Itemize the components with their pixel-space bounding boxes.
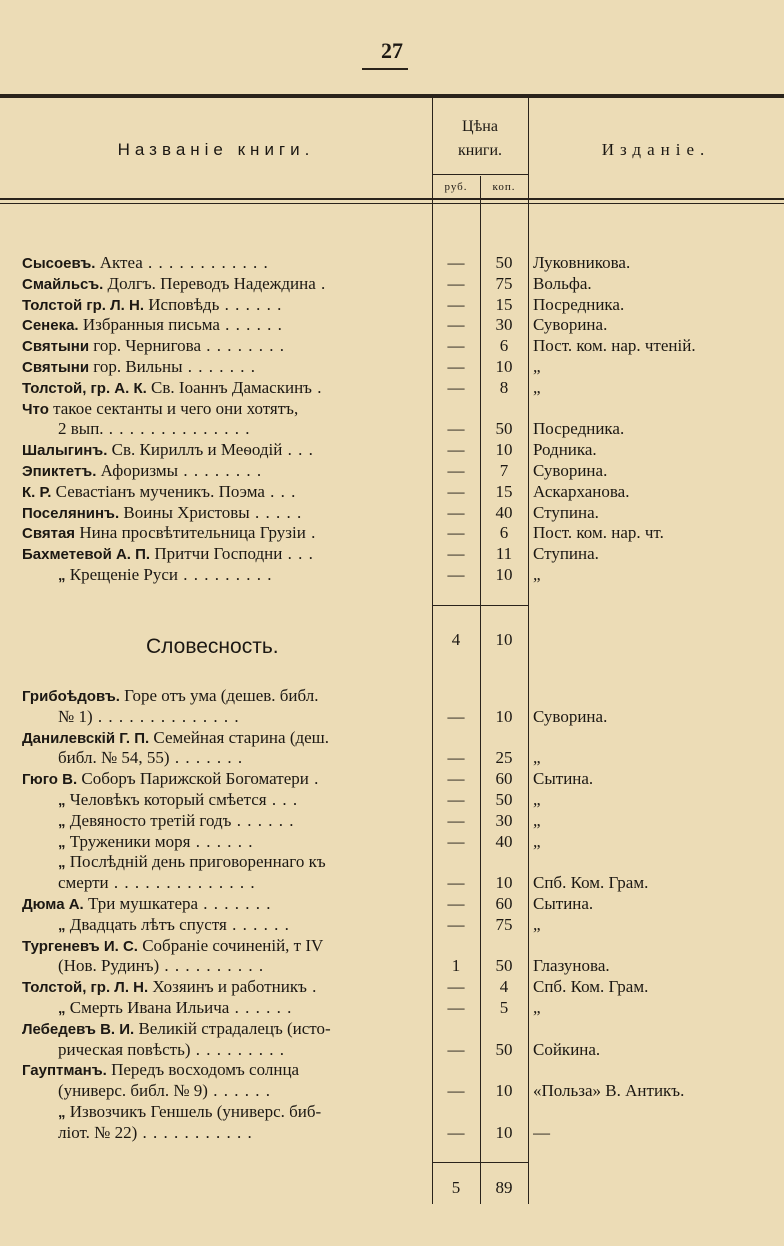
book-author: Лебедевъ В. И.	[22, 1020, 135, 1038]
book-author: Святая	[22, 525, 76, 543]
price-kop: 7	[499, 461, 509, 480]
price-rub: —	[447, 523, 465, 543]
book-name: Соборъ Парижской Богоматери	[77, 769, 309, 789]
publisher: Луковникова.	[533, 253, 631, 272]
leader-dots: . . . . . .	[226, 914, 290, 934]
book-author: „	[58, 854, 66, 872]
book-author: Поселянинъ.	[22, 504, 120, 522]
book-name: Человѣкъ который смѣется	[65, 790, 267, 809]
leader-dots: . . . . . . . . . . . . . .	[103, 419, 251, 439]
price-kop: 10	[495, 1122, 513, 1142]
leader-dots: .	[311, 377, 323, 397]
header-bottom-rule-thin	[0, 203, 784, 204]
book-name: Долгъ. Переводъ Надеждина	[103, 273, 316, 293]
table-row	[0, 440, 784, 461]
publisher: Посредника.	[533, 294, 625, 314]
leader-dots: . . . . . . . . . . . .	[142, 253, 269, 272]
column-header-price-sub: книги.	[457, 142, 503, 159]
leader-dots: . . . . . . . .	[178, 461, 263, 480]
book-author: Святыни	[22, 338, 90, 356]
book-title	[58, 915, 422, 935]
book-author: Гауптманъ.	[22, 1062, 107, 1080]
table-row	[0, 565, 784, 586]
book-title	[58, 565, 422, 585]
leader-dots: .	[305, 523, 317, 543]
publisher: Сойкина.	[533, 1039, 601, 1059]
book-title	[58, 873, 458, 893]
table-row	[0, 274, 784, 295]
price-rub: —	[447, 315, 465, 335]
table-row	[0, 336, 784, 357]
book-name: смерти	[58, 873, 109, 893]
book-title	[58, 956, 458, 976]
leader-dots: .	[308, 769, 320, 789]
book-name: Три мушкатера	[83, 894, 199, 913]
book-name: Девяносто третій годъ	[65, 810, 232, 830]
book-author: Данилевскій Г. П.	[22, 729, 150, 747]
book-author: Дюма А.	[22, 896, 84, 913]
book-name: (Нов. Рудинъ)	[58, 956, 160, 976]
book-title	[22, 1019, 422, 1039]
table-row	[0, 915, 784, 936]
table-row	[0, 399, 784, 420]
column-header-rub: руб.	[444, 181, 468, 193]
book-title	[22, 1060, 422, 1080]
book-title	[58, 1040, 458, 1060]
table-row	[0, 707, 784, 728]
price-rub: 1	[451, 956, 461, 976]
book-title	[22, 503, 422, 523]
table-row	[0, 482, 784, 503]
price-kop: 75	[495, 273, 513, 293]
book-title	[58, 1102, 422, 1122]
price-rub: —	[447, 1081, 465, 1101]
table-row	[0, 295, 784, 316]
book-title	[22, 253, 422, 273]
table-row	[0, 419, 784, 440]
book-title	[58, 790, 422, 810]
book-title	[58, 1123, 458, 1143]
book-name: № 1)	[58, 706, 93, 726]
price-kop: 5	[499, 998, 509, 1017]
book-name: Великій страдалецъ (исто-	[134, 1018, 331, 1038]
book-title	[58, 1081, 458, 1101]
leader-dots: . . . . . . .	[169, 748, 244, 768]
book-title	[58, 811, 422, 831]
book-author: Сысоевъ.	[22, 255, 96, 272]
book-title	[58, 852, 422, 872]
table-row	[0, 523, 784, 544]
book-name: Избранныя письма	[78, 315, 220, 335]
book-title	[22, 274, 422, 294]
book-name: Нина просвѣтительница Грузіи	[75, 523, 306, 543]
leader-dots: . . . . . . . . . . . . . .	[108, 873, 256, 893]
price-rub: —	[447, 977, 465, 997]
book-author: „	[58, 1000, 66, 1017]
price-kop: 8	[499, 377, 509, 397]
book-title	[22, 336, 422, 356]
publisher: „	[533, 565, 541, 584]
price-kop: 10	[495, 1081, 513, 1101]
book-name: (универс. библ. № 9)	[58, 1081, 208, 1101]
price-rub: —	[447, 253, 465, 272]
table-top-rule	[0, 94, 784, 98]
book-name: Воины Христовы	[119, 502, 250, 522]
publisher: Посредника.	[533, 419, 625, 439]
price-kop: 10	[495, 873, 513, 893]
column-header-title: Названіе книги.	[117, 140, 315, 159]
price-rub: —	[447, 831, 465, 851]
book-name: Семейная старина (деш.	[149, 727, 330, 747]
book-name: Севастіанъ мученикъ. Поэма	[51, 481, 265, 501]
book-name: Передъ восходомъ солнца	[106, 1060, 300, 1080]
book-name: Смерть Ивана Ильича	[65, 998, 230, 1017]
column-header-kop: коп.	[492, 181, 516, 193]
price-kop: 6	[499, 523, 509, 543]
book-name: гор. Вильны	[89, 357, 183, 376]
price-kop: 15	[495, 481, 513, 501]
leader-dots: . . . . . .	[219, 315, 283, 335]
leader-dots: . . . . . .	[229, 998, 293, 1017]
book-name: Исповѣдь	[144, 294, 220, 314]
publisher: Спб. Ком. Грам.	[533, 977, 649, 997]
book-author: Толстой, гр. Л. Н.	[22, 979, 149, 997]
book-author: Тургеневъ И. С.	[22, 937, 138, 955]
leader-dots: . . . . . . .	[182, 357, 257, 376]
book-title	[22, 461, 422, 481]
publisher: „	[533, 914, 541, 934]
table-row	[0, 1019, 784, 1040]
leader-dots: . . . . . . . .	[201, 336, 286, 356]
price-kop: 50	[495, 419, 513, 439]
price-kop: 25	[495, 748, 513, 768]
publisher: Ступина.	[533, 544, 599, 564]
book-name: Притчи Господни	[150, 544, 283, 564]
price-kop: 4	[499, 977, 509, 997]
table-row	[0, 852, 784, 873]
section-title: Словесность.	[146, 635, 279, 658]
publisher: Суворина.	[533, 315, 608, 335]
table-row	[0, 544, 784, 565]
book-title	[22, 728, 422, 748]
book-name: 2 вып.	[58, 419, 104, 439]
publisher: „	[533, 377, 541, 397]
book-title	[58, 707, 458, 727]
price-kop: 40	[495, 502, 513, 522]
table-row	[0, 790, 784, 811]
price-rub: —	[447, 273, 465, 293]
book-name: Афоризмы	[96, 461, 179, 480]
price-kop: 60	[495, 769, 513, 789]
book-title	[22, 686, 422, 706]
book-name: гор. Чернигова	[89, 336, 202, 356]
page-number: 27	[381, 38, 403, 63]
book-author: Грибоѣдовъ.	[22, 688, 120, 705]
price-kop: 50	[495, 253, 513, 272]
table-row	[0, 811, 784, 832]
book-name: Хозяинъ и работникъ	[148, 977, 307, 997]
price-rub: —	[447, 914, 465, 934]
price-rub: —	[447, 377, 465, 397]
publisher: Пост. ком. нар. чтеній.	[533, 336, 696, 356]
price-rub: —	[447, 810, 465, 830]
leader-dots: . . . . . . . . . . .	[137, 1122, 253, 1142]
book-title	[58, 419, 458, 439]
book-author: „	[58, 833, 66, 851]
publisher: „	[533, 831, 541, 851]
book-title	[22, 977, 422, 997]
column-header-publisher: Изданіе.	[601, 140, 711, 159]
price-rub: —	[447, 502, 465, 522]
price-rub: —	[447, 1039, 465, 1059]
leader-dots: . . .	[266, 790, 299, 809]
book-title	[22, 315, 422, 335]
leader-dots: . . .	[282, 440, 314, 460]
book-title	[58, 748, 458, 768]
table-row	[0, 748, 784, 769]
price-rub: —	[447, 748, 465, 768]
price-kop: 75	[495, 914, 513, 934]
table-row	[0, 1060, 784, 1081]
price-rub: —	[447, 461, 465, 480]
publisher: Суворина.	[533, 461, 608, 480]
price-kop: 30	[495, 315, 513, 335]
header-bottom-rule	[0, 198, 784, 200]
subtotal2-kop: 89	[495, 1178, 513, 1197]
book-name: Двадцать лѣтъ спустя	[65, 914, 227, 934]
book-author: „	[58, 567, 66, 584]
book-name: Собраніе сочиненій, т IV	[137, 935, 324, 955]
book-title	[22, 399, 422, 419]
price-rub: —	[447, 294, 465, 314]
table-row	[0, 894, 784, 915]
book-name: Послѣдній день приговореннаго къ	[65, 852, 326, 872]
book-author: Смайльсъ.	[22, 275, 104, 293]
book-name: рическая повѣсть)	[58, 1039, 191, 1059]
table-row	[0, 686, 784, 707]
book-author: Что	[22, 400, 49, 418]
publisher: Аскарханова.	[533, 481, 630, 501]
price-kop: 6	[499, 336, 509, 356]
table-row	[0, 769, 784, 790]
book-title	[58, 832, 422, 852]
price-rub: —	[447, 1122, 465, 1142]
subtotal1-rule	[432, 605, 528, 606]
publisher: —	[533, 1122, 550, 1142]
subtotal1-rub: 4	[451, 630, 461, 649]
table-row	[0, 998, 784, 1019]
leader-dots: . . . . . .	[219, 294, 283, 314]
book-author: Шалыгинъ.	[22, 442, 108, 460]
subtotal2-rub: 5	[451, 1178, 461, 1197]
table-row	[0, 378, 784, 399]
book-name: Св. Кириллъ и Меѳодій	[107, 440, 283, 460]
leader-dots: . . .	[282, 544, 314, 564]
book-title	[58, 998, 422, 1018]
price-rub: —	[447, 706, 465, 726]
table-row	[0, 461, 784, 482]
book-author: Толстой, гр. А. К.	[22, 379, 147, 397]
price-rub: —	[447, 481, 465, 501]
book-title	[22, 936, 422, 956]
book-name: такое сектанты и чего они хотятъ,	[48, 398, 299, 418]
book-name: Актеа	[95, 253, 143, 272]
price-kop: 15	[495, 294, 513, 314]
table-row	[0, 1040, 784, 1061]
book-author: Гюго В.	[22, 771, 78, 789]
book-title	[22, 440, 422, 460]
leader-dots: . . . . . . . . .	[177, 565, 273, 584]
table-row	[0, 1081, 784, 1102]
book-title	[22, 523, 422, 543]
table-row	[0, 253, 784, 274]
price-rub: —	[447, 565, 465, 584]
publisher: Сытина.	[533, 769, 594, 789]
table-row	[0, 503, 784, 524]
leader-dots: . . .	[264, 481, 297, 501]
price-kop: 30	[495, 810, 513, 830]
publisher: „	[533, 810, 541, 830]
page-number-underline	[362, 68, 408, 70]
leader-dots: . . . . . .	[231, 810, 295, 830]
book-author: Эпиктетъ.	[22, 463, 97, 480]
book-name: Извозчикъ Геншель (универс. биб-	[65, 1102, 322, 1121]
publisher: „	[533, 790, 541, 809]
book-title	[22, 295, 422, 315]
leader-dots: . . . . . .	[190, 831, 254, 851]
table-row	[0, 357, 784, 378]
publisher: Суворина.	[533, 706, 608, 726]
price-rub: —	[447, 357, 465, 376]
book-name: Труженики моря	[65, 831, 191, 851]
book-author: Святыни	[22, 359, 90, 376]
price-kop: 60	[495, 894, 513, 913]
publisher: Ступина.	[533, 502, 599, 522]
price-kop: 50	[495, 790, 513, 809]
table-row	[0, 1102, 784, 1123]
price-rub: —	[447, 998, 465, 1017]
leader-dots: . . . . .	[249, 502, 303, 522]
book-name: Крещеніе Руси	[65, 565, 178, 584]
table-row	[0, 728, 784, 749]
price-header-divider	[432, 174, 528, 175]
leader-dots: .	[315, 273, 327, 293]
leader-dots: . . . . . . . . . .	[159, 956, 265, 976]
publisher: Спб. Ком. Грам.	[533, 873, 649, 893]
book-name: Св. Іоаннъ Дамаскинъ	[146, 377, 312, 397]
price-kop: 40	[495, 831, 513, 851]
book-title	[22, 769, 422, 789]
leader-dots: . . . . . . . . . . . . . .	[92, 706, 240, 726]
price-kop: 50	[495, 956, 513, 976]
book-author: „	[58, 792, 66, 809]
leader-dots: . . . . . . .	[198, 894, 272, 913]
price-rub: —	[447, 419, 465, 439]
book-author: К. Р.	[22, 483, 52, 501]
publisher: „	[533, 998, 541, 1017]
book-author: „	[58, 812, 66, 830]
price-rub: —	[447, 790, 465, 809]
book-author: Толстой гр. Л. Н.	[22, 296, 144, 314]
price-kop: 11	[495, 544, 513, 564]
table-row	[0, 977, 784, 998]
publisher: Пост. ком. нар. чт.	[533, 523, 664, 543]
column-header-price: Цѣна	[462, 118, 498, 135]
book-author: Бахметевой А. П.	[22, 546, 151, 564]
book-author: „	[58, 1104, 66, 1121]
price-kop: 50	[495, 1039, 513, 1059]
publisher: „	[533, 357, 541, 376]
book-title	[22, 544, 422, 564]
book-title	[22, 378, 422, 398]
price-rub: —	[447, 873, 465, 893]
book-title	[22, 482, 422, 502]
book-author: Сенека.	[22, 317, 79, 335]
price-rub: —	[447, 894, 465, 913]
table-row	[0, 956, 784, 977]
subtotal2-rule	[432, 1162, 528, 1163]
publisher: Вольфа.	[533, 273, 592, 293]
table-row	[0, 873, 784, 894]
book-name: Горе отъ ума (дешев. библ.	[119, 686, 319, 705]
book-title	[22, 357, 422, 377]
table-row	[0, 832, 784, 853]
table-row	[0, 936, 784, 957]
publisher: «Польза» В. Антикъ.	[533, 1081, 685, 1101]
price-kop: 10	[495, 357, 513, 376]
leader-dots: .	[306, 977, 318, 997]
leader-dots: . . . . . . . . .	[190, 1039, 286, 1059]
book-name: ліот. № 22)	[58, 1122, 138, 1142]
table-row	[0, 1123, 784, 1144]
table-row	[0, 315, 784, 336]
publisher: Сытина.	[533, 894, 594, 913]
book-name: библ. № 54, 55)	[58, 748, 170, 768]
publisher: „	[533, 748, 541, 768]
price-rub: —	[447, 769, 465, 789]
price-rub: —	[447, 336, 465, 356]
publisher: Глазунова.	[533, 956, 610, 976]
price-kop: 10	[495, 706, 513, 726]
price-rub: —	[447, 440, 465, 460]
leader-dots: . . . . . .	[207, 1081, 271, 1101]
book-author: „	[58, 916, 66, 934]
publisher: Родника.	[533, 440, 597, 460]
price-rub: —	[447, 544, 465, 564]
book-title	[22, 894, 422, 914]
price-kop: 10	[495, 565, 513, 584]
price-kop: 10	[495, 440, 513, 460]
subtotal1-kop: 10	[495, 630, 513, 649]
